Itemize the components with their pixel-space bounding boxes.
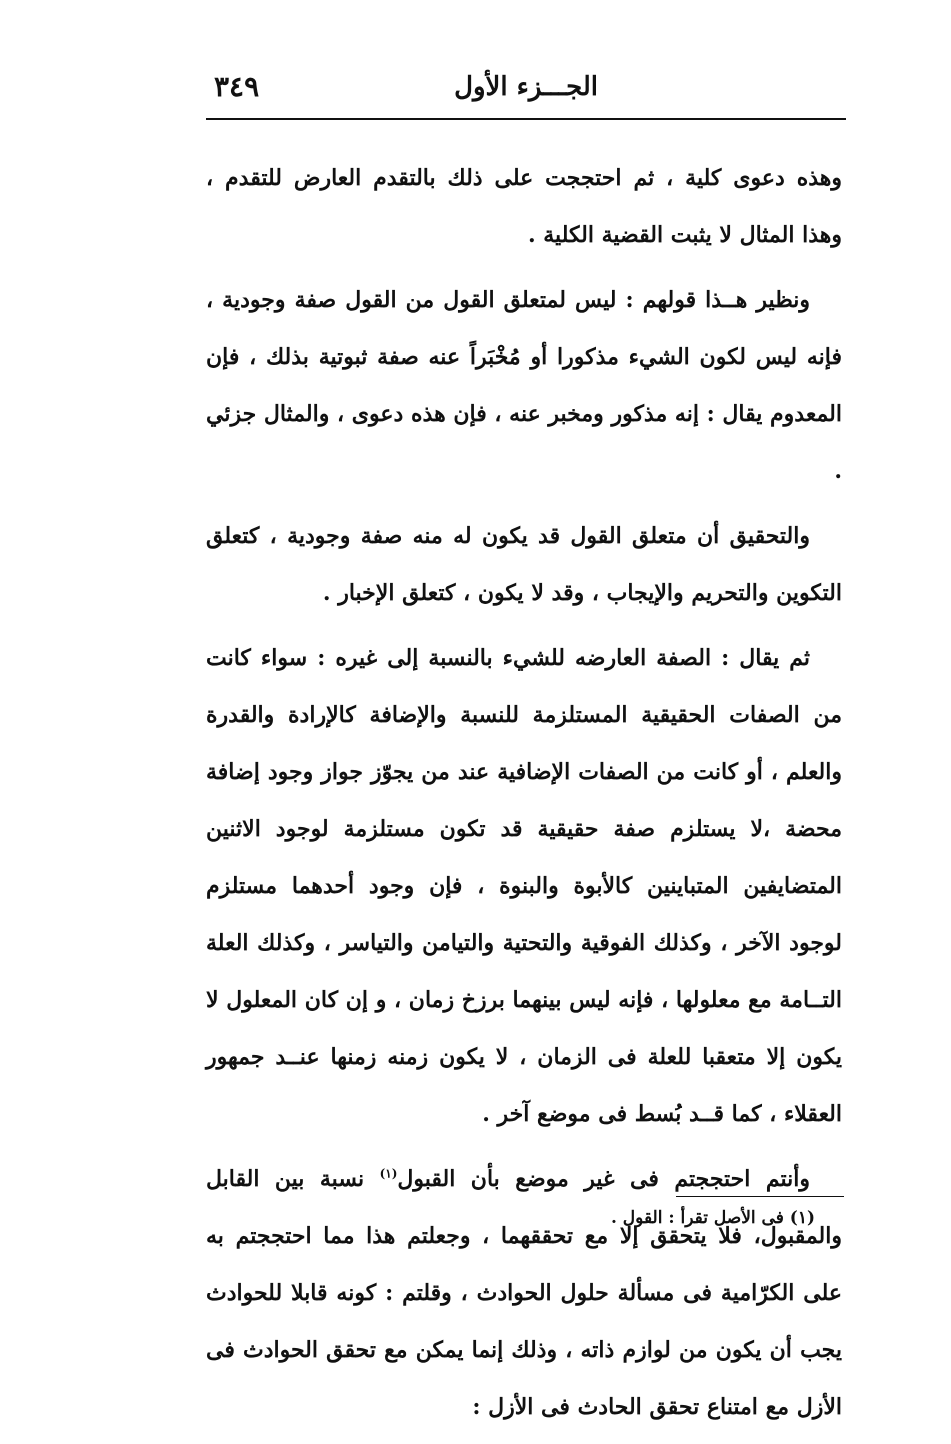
footnote-rule [676, 1196, 844, 1197]
header-rule [206, 118, 846, 120]
page-header [206, 68, 846, 116]
paragraph-2: ونظير هــذا قولهم : ليس لمتعلق القول من القول صفة وجودية ، فإنه ليس لكون الشيء مذكورا أو مُخْبَراً عنه صفة ثبوتية بذلك ، فإن المعدوم يقال : إنه مذكور ومخبر عنه ، فإن هذه دعوى ، والمثال جزئي . [206, 287, 842, 484]
page-number: ٣٤٩ [214, 70, 260, 103]
paragraph-1: وهذه دعوى كلية ، ثم احتججت على ذلك بالتقدم العارض للتقدم ، وهذا المثال لا يثبت القضية الكلية . [206, 165, 842, 248]
paragraph-3: والتحقيق أن متعلق القول قد يكون له منه صفة وجودية ، كتعلق التكوين والتحريم والإيجاب ، وقد لا يكون ، كتعلق الإخبار . [206, 523, 842, 606]
footnote: (١) فى الأصل تقرأ : القول . [610, 1208, 815, 1228]
paragraph-5-before: وأنتم احتججتم فى غير موضع بأن القبول [397, 1166, 811, 1192]
body-text [206, 150, 842, 1444]
footnote-marker[interactable]: (١) [379, 1166, 398, 1181]
paragraph-5-after: نسبة بين القابل والمقبول، فلا يتحقق إلا مع تحققهما ، وجعلتم هذا مما احتججتم به على الكرّامية فى مسألة حلول الحوادث ، وقلتم : كونه قابلا للحوادث يجب أن يكون من لوازم ذاته ، وذلك إنما يمكن مع تحقق الحوادث فى الأزل مع امتناع تحقق الحادث فى الأزل : [206, 1166, 842, 1420]
running-title: الجـــزء الأول [454, 72, 598, 102]
paragraph-5 [206, 1151, 842, 1436]
paragraph-4: ثم يقال : الصفة العارضه للشيء بالنسبة إلى غيره : سواء كانت من الصفات الحقيقية المستلزمة للنسبة والإضافة كالإرادة والقدرة والعلم ، أو كانت من الصفات الإضافية عند من يجوّز جواز وجود إضافة محضة ،لا يستلزم صفة حقيقية قد تكون مستلزمة لوجود الاثنين المتضايفين المتباينين كالأبوة والبنوة ، فإن وجود أحدهما مستلزم لوجود الآخر ، وكذلك الفوقية والتحتية والتيامن والتياسر ، وكذلك العلة التــامة مع معلولها ، فإنه ليس بينهما برزخ زمان ، و إن كان المعلول لا يكون إلا متعقبا للعلة فى الزمان ، لا يكون زمنه زمنها عنــد جمهور العقلاء ، كما قــد بُسط فى موضع آخر . [206, 645, 842, 1127]
